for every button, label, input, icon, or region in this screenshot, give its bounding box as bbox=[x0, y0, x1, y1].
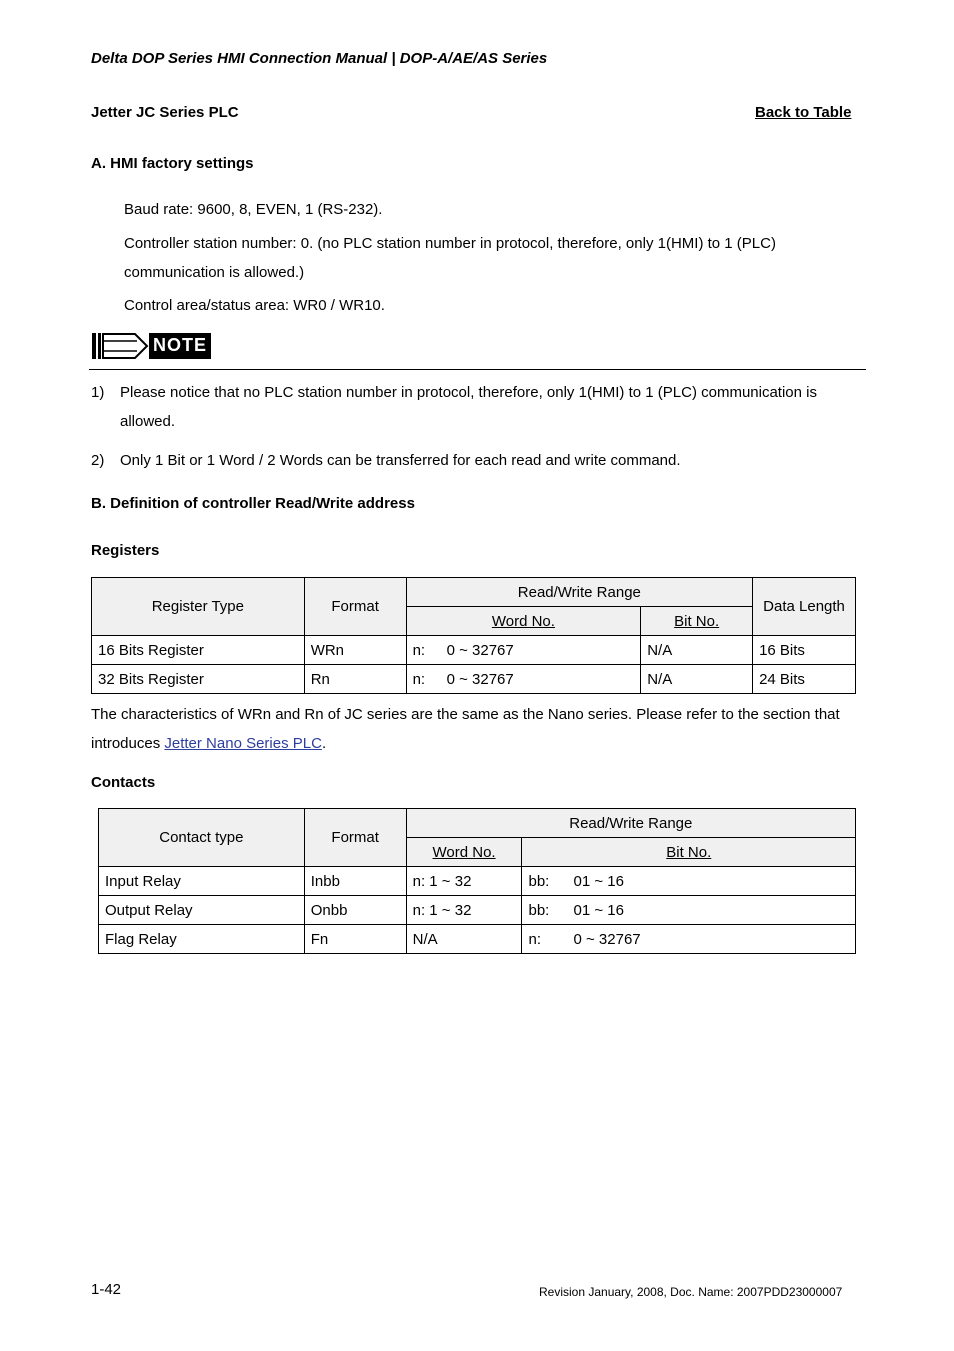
data-length-cell: 24 Bits bbox=[753, 665, 856, 694]
contact-type-cell: Input Relay bbox=[99, 867, 305, 896]
table-row bbox=[92, 636, 856, 665]
note-item-text: Please notice that no PLC station number in protocol, therefore, only 1(HMI) to 1 (PLC) communication is allowed. bbox=[120, 384, 817, 430]
format-cell: Onbb bbox=[304, 896, 406, 925]
registers-table bbox=[91, 577, 856, 694]
word-no-header: Word No. bbox=[406, 607, 641, 636]
format-header: Format bbox=[304, 809, 406, 867]
station-number-text: Controller station number: 0. (no PLC station number in protocol, therefore, only 1(HMI) to 1 (PLC) communication is allowed.) bbox=[124, 235, 776, 281]
note-item-number: 2) bbox=[91, 452, 105, 469]
jetter-nano-link[interactable]: Jetter Nano Series PLC bbox=[164, 735, 322, 752]
page-number: 1-42 bbox=[91, 1281, 122, 1298]
note-item-2 bbox=[91, 446, 861, 475]
note-item-number: 1) bbox=[91, 384, 105, 401]
word-range-cell: n: 1 ~ 32 bbox=[406, 867, 522, 896]
back-to-table-link[interactable]: Back to Table bbox=[755, 104, 852, 121]
section-title: Jetter JC Series PLC bbox=[91, 104, 239, 121]
register-type-header: Register Type bbox=[92, 578, 305, 636]
table-row bbox=[92, 665, 856, 694]
revision-info: Revision January, 2008, Doc. Name: 2007PDD23000007 bbox=[539, 1285, 843, 1299]
note-label: NOTE bbox=[152, 335, 207, 355]
note-icon bbox=[91, 332, 213, 360]
baud-rate-text: Baud rate: 9600, 8, EVEN, 1 (RS-232). bbox=[124, 201, 383, 218]
contacts-heading: Contacts bbox=[91, 774, 156, 791]
word-range-cell: n: 0 ~ 32767 bbox=[406, 636, 641, 665]
bit-no-header: Bit No. bbox=[641, 607, 753, 636]
contact-type-cell: Flag Relay bbox=[99, 925, 305, 954]
format-header: Format bbox=[304, 578, 406, 636]
characteristics-text: The characteristics of WRn and Rn of JC series are the same as the Nano series. Please refer to the section that introduces Jetter Nano Series PLC. bbox=[91, 706, 840, 752]
contact-type-header: Contact type bbox=[99, 809, 305, 867]
data-length-header: Data Length bbox=[753, 578, 856, 636]
bit-no-header: Bit No. bbox=[522, 838, 856, 867]
table-row bbox=[99, 925, 856, 954]
read-write-range-header: Read/Write Range bbox=[406, 578, 752, 607]
data-length-cell: 16 Bits bbox=[753, 636, 856, 665]
table-row bbox=[99, 896, 856, 925]
definition-heading: B. Definition of controller Read/Write address bbox=[91, 495, 415, 512]
note-item-text: Only 1 Bit or 1 Word / 2 Words can be transferred for each read and write command. bbox=[120, 452, 681, 469]
note-item-1 bbox=[91, 378, 861, 436]
format-cell: WRn bbox=[304, 636, 406, 665]
register-type-cell: 32 Bits Register bbox=[92, 665, 305, 694]
contacts-table bbox=[98, 808, 856, 954]
word-no-header: Word No. bbox=[406, 838, 522, 867]
factory-settings-heading: A. HMI factory settings bbox=[91, 155, 254, 172]
bit-range-cell: n: 0 ~ 32767 bbox=[522, 925, 856, 954]
registers-heading: Registers bbox=[91, 542, 160, 559]
control-area-text: Control area/status area: WR0 / WR10. bbox=[124, 297, 385, 314]
format-cell: Inbb bbox=[304, 867, 406, 896]
bit-range-cell: N/A bbox=[641, 636, 753, 665]
word-range-cell: N/A bbox=[406, 925, 522, 954]
word-range-cell: n: 1 ~ 32 bbox=[406, 896, 522, 925]
table-row bbox=[99, 867, 856, 896]
register-type-cell: 16 Bits Register bbox=[92, 636, 305, 665]
format-cell: Fn bbox=[304, 925, 406, 954]
word-range-cell: n: 0 ~ 32767 bbox=[406, 665, 641, 694]
contact-type-cell: Output Relay bbox=[99, 896, 305, 925]
note-divider bbox=[89, 369, 866, 370]
format-cell: Rn bbox=[304, 665, 406, 694]
manual-title: Delta DOP Series HMI Connection Manual | DOP-A/AE/AS Series bbox=[91, 50, 548, 67]
bit-range-cell: N/A bbox=[641, 665, 753, 694]
read-write-range-header: Read/Write Range bbox=[406, 809, 855, 838]
bit-range-cell: bb: 01 ~ 16 bbox=[522, 896, 856, 925]
bit-range-cell: bb: 01 ~ 16 bbox=[522, 867, 856, 896]
